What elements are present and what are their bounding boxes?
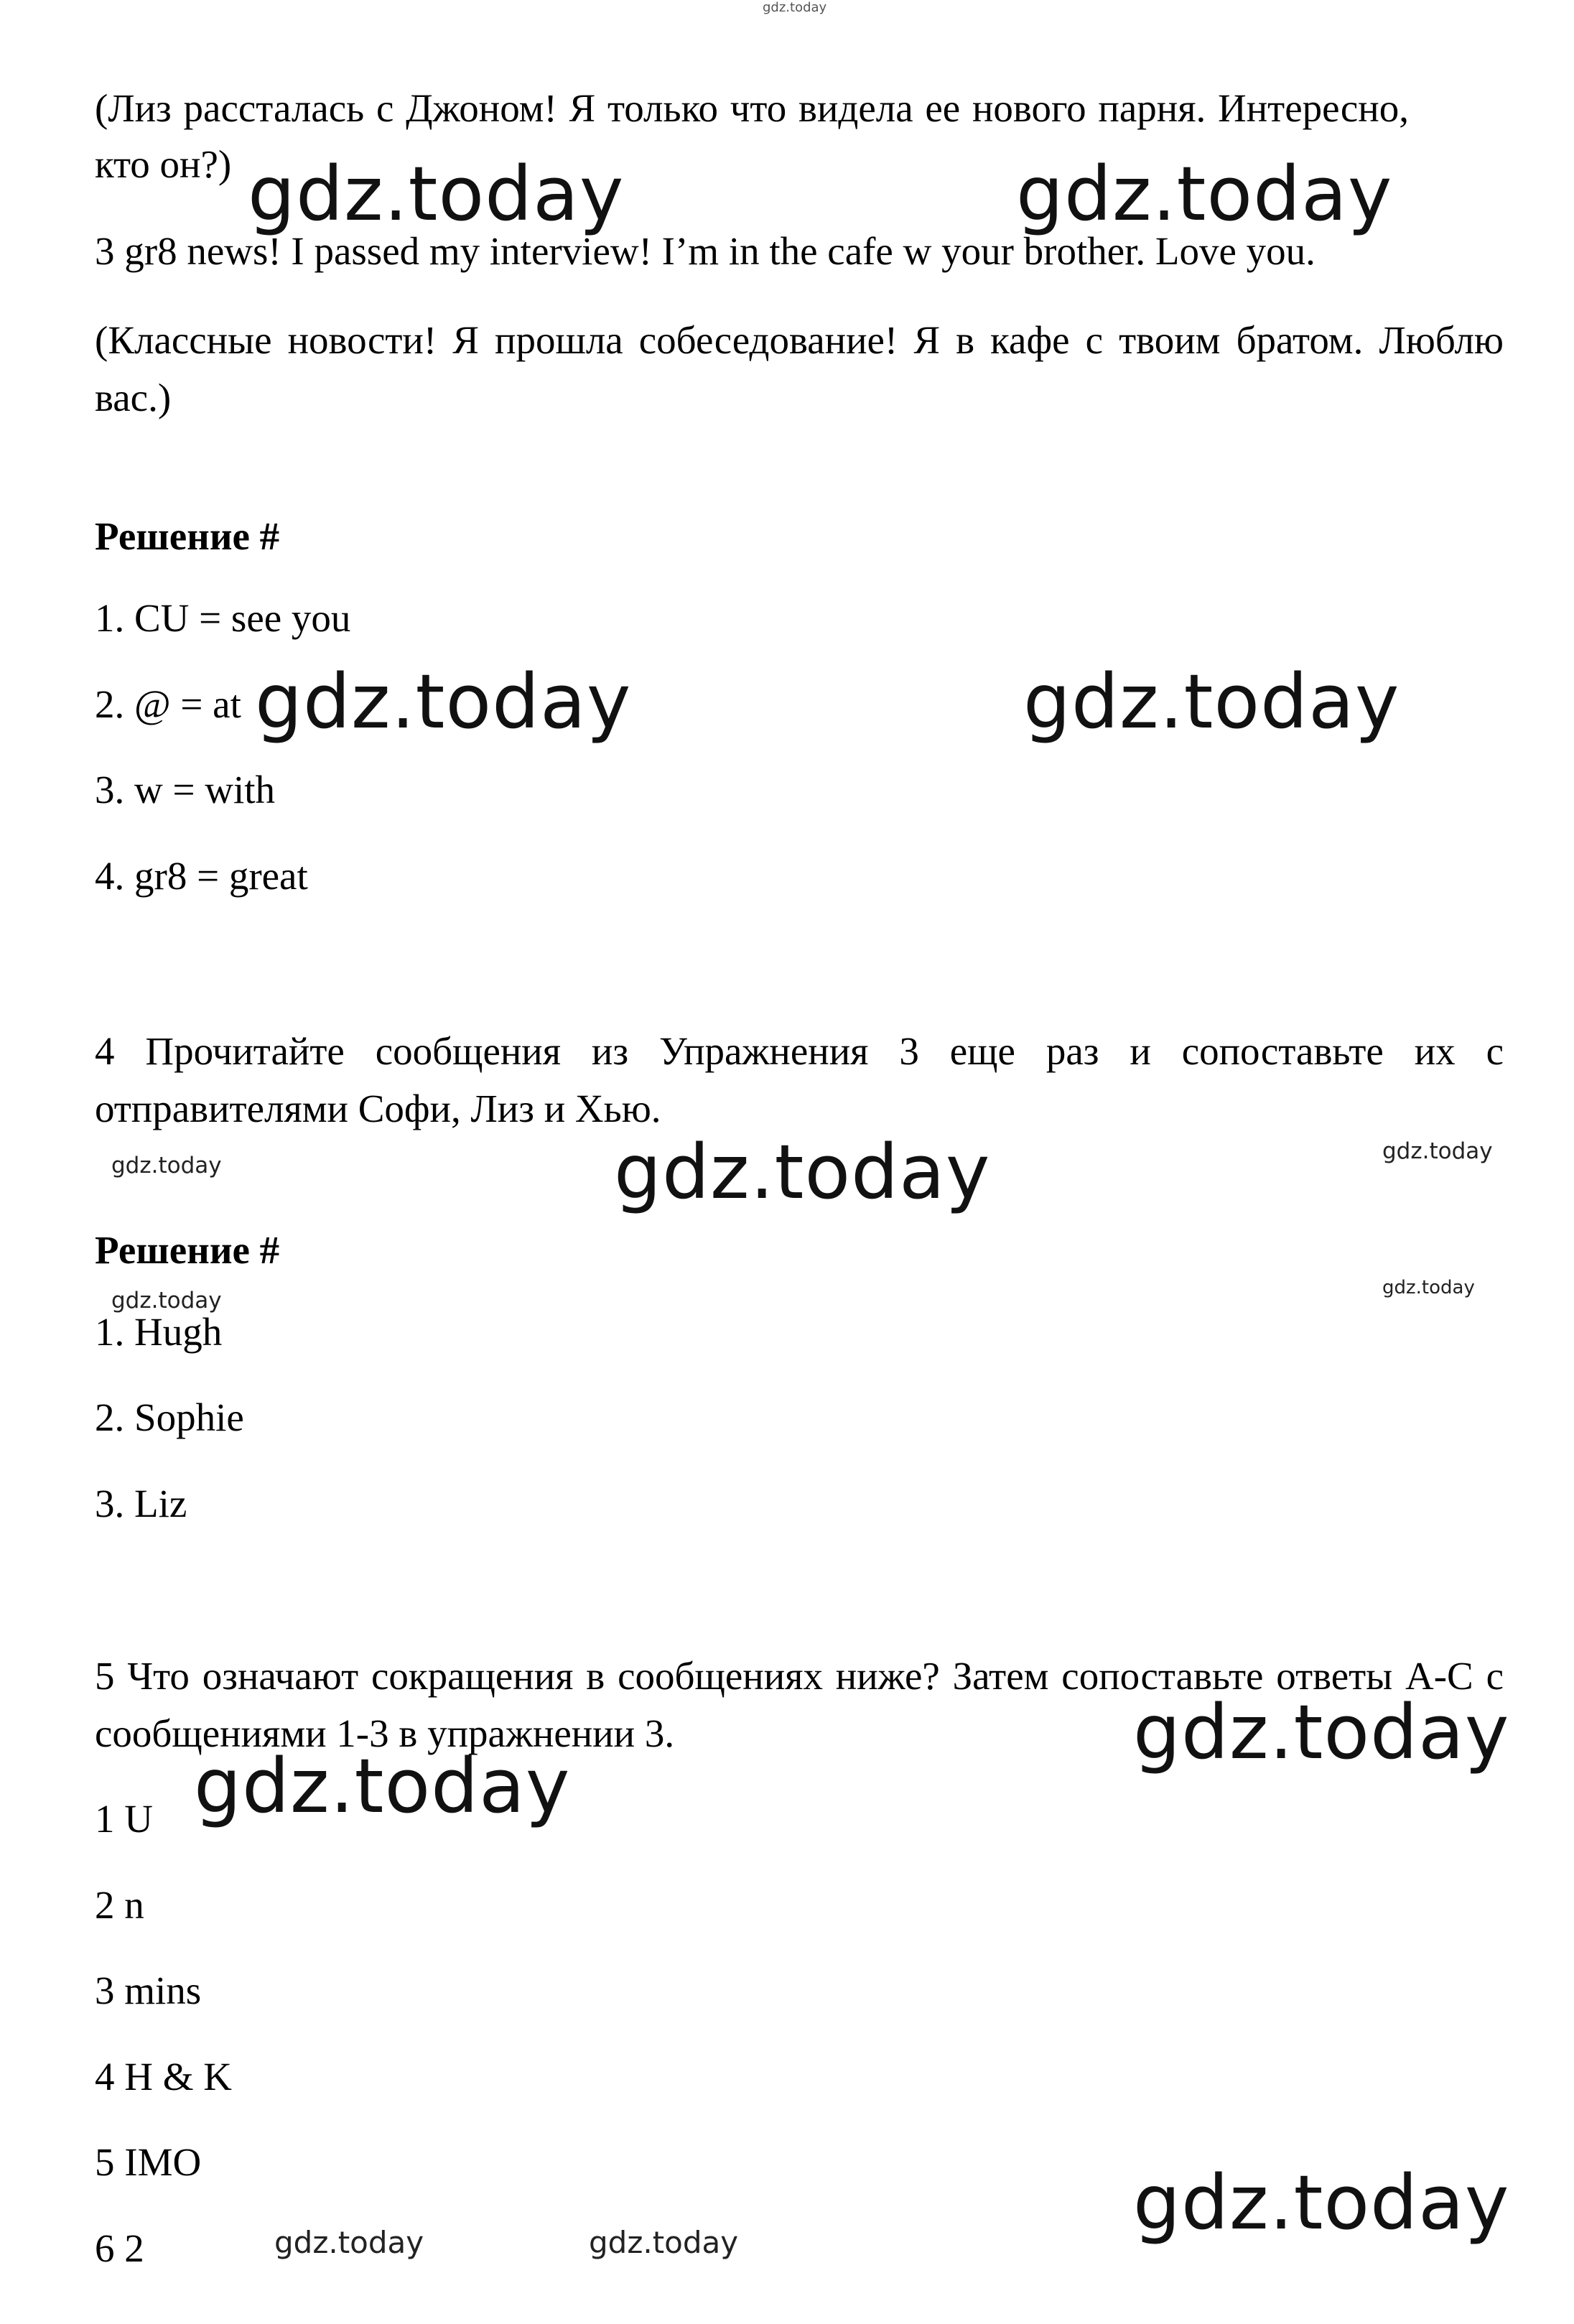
watermark: gdz.today	[1023, 658, 1400, 745]
solution-1-item-3: 3. w = with	[95, 768, 276, 812]
watermark: gdz.today	[1382, 1277, 1475, 1298]
watermark-top: gdz.today	[763, 0, 827, 15]
watermark: gdz.today	[111, 1153, 222, 1179]
task-5-item-4: 4 H & K	[95, 2055, 232, 2098]
message-3-translation: (Классные новости! Я прошла собеседование! Я в кафе с твоим братом. Люблю вас.)	[95, 318, 1504, 419]
task-5-item-5: 5 IMO	[95, 2140, 202, 2184]
task-5-item-3: 3 mins	[95, 1969, 202, 2012]
solution-2-item-3: 3. Liz	[95, 1482, 187, 1525]
solution-1-item-4: 4. gr8 = great	[95, 854, 308, 898]
task-5-item-2: 2 n	[95, 1883, 144, 1927]
watermark: gdz.today	[248, 150, 625, 238]
watermark: gdz.today	[614, 1128, 991, 1216]
watermark: gdz.today	[1133, 2159, 1510, 2246]
watermark: gdz.today	[111, 1288, 222, 1314]
watermark: gdz.today	[1382, 1138, 1493, 1164]
message-3-text: 3 gr8 news! I passed my interview! I’m in the cafe w your brother. Love you.	[95, 229, 1315, 273]
solution-2-item-1: 1. Hugh	[95, 1310, 223, 1354]
watermark: gdz.today	[1016, 150, 1393, 238]
solution-1-item-1: 1. CU = see you	[95, 596, 351, 640]
solution-1-item-2: 2. @ = at	[95, 682, 241, 726]
watermark: gdz.today	[194, 1742, 571, 1830]
watermark: gdz.today	[255, 658, 632, 745]
watermark: gdz.today	[589, 2225, 739, 2260]
task-5-text: 5 Что означают сокращения в сообщениях ниже? Затем сопоставьте ответы A-C с сообщениями 1-3 в упражнении 3.	[95, 1654, 1504, 1755]
solution-2-item-2: 2. Sophie	[95, 1395, 244, 1439]
solution-heading-2: Решение #	[95, 1228, 280, 1272]
watermark: gdz.today	[1133, 1688, 1510, 1776]
solution-heading-1: Решение #	[95, 514, 280, 558]
watermark: gdz.today	[274, 2225, 424, 2260]
task-4-text: 4 Прочитайте сообщения из Упражнения 3 еще раз и сопоставьте их с отправителями Софи, Лиз и Хью.	[95, 1029, 1504, 1130]
task-5-item-1: 1 U	[95, 1797, 153, 1841]
task-5-item-6: 6 2	[95, 2226, 144, 2270]
paragraph-translation-2-line-2: кто он?)	[95, 142, 232, 186]
paragraph-translation-2-line-1: (Лиз рассталась с Джоном! Я только что видела ее нового парня. Интересно,	[95, 86, 1409, 130]
